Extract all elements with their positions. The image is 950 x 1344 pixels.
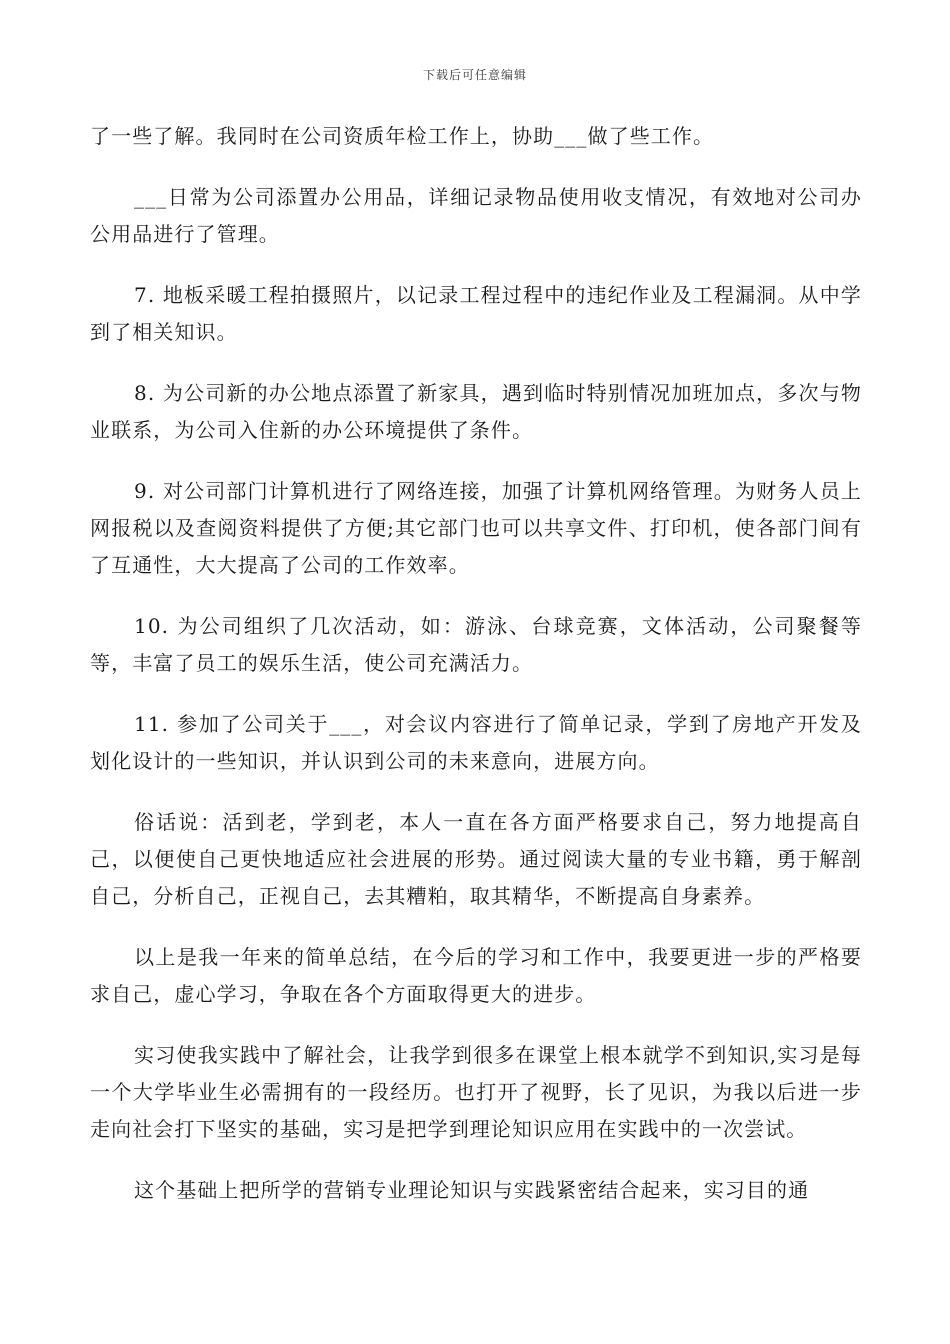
paragraph-8: 俗话说：活到老，学到老，本人一直在各方面严格要求自己，努力地提高自己，以便使自己更快地适应社会进展的形势。通过阅读大量的专业书籍，勇于解剖自己，分析自己，正视自己，去其糟粕，取其精华，不断提高自身素养。: [90, 810, 862, 908]
paragraph-9: 以上是我一年来的简单总结，在今后的学习和工作中，我要更进一步的严格要求自己，虚心学习，争取在各个方面取得更大的进步。: [90, 945, 862, 1006]
paragraph-2: ___日常为公司添置办公用品，详细记录物品使用收支情况，有效地对公司办公用品进行了管理。: [90, 185, 862, 246]
paragraph-7: 11. 参加了公司关于___，对会议内容进行了简单记录，学到了房地产开发及划化设计的一些知识，并认识到公司的未来意向，进展方向。: [90, 712, 862, 773]
paragraph-1: 了一些了解。我同时在公司资质年检工作上，协助___做了些工作。: [90, 124, 715, 148]
paragraph-11: 这个基础上把所学的营销专业理论知识与实践紧密结合起来，实习目的通: [134, 1178, 810, 1202]
paragraph-4: 8. 为公司新的办公地点添置了新家具，遇到临时特别情况加班加点，多次与物业联系，为公司入住新的办公环境提供了条件。: [90, 381, 862, 442]
page-header: 下载后可任意编辑: [422, 68, 527, 82]
paragraph-3: 7. 地板采暖工程拍摄照片，以记录工程过程中的违纪作业及工程漏洞。从中学到了相关知识。: [90, 283, 862, 344]
paragraph-5: 9. 对公司部门计算机进行了网络连接，加强了计算机网络管理。为财务人员上网报税以及查阅资料提供了方便;其它部门也可以共享文件、打印机，使各部门间有了互通性，大大提高了公司的工作效率。: [90, 479, 862, 577]
document-body: [90, 118, 862, 1233]
paragraph-10: 实习使我实践中了解社会，让我学到很多在课堂上根本就学不到知识,实习是每一个大学毕业生必需拥有的一段经历。也打开了视野，长了见识，为我以后进一步走向社会打下坚实的基础，实习是把学到理论知识应用在实践中的一次尝试。: [90, 1043, 862, 1141]
paragraph-6: 10. 为公司组织了几次活动，如：游泳、台球竞赛，文体活动，公司聚餐等等，丰富了员工的娱乐生活，使公司充满活力。: [90, 614, 862, 675]
